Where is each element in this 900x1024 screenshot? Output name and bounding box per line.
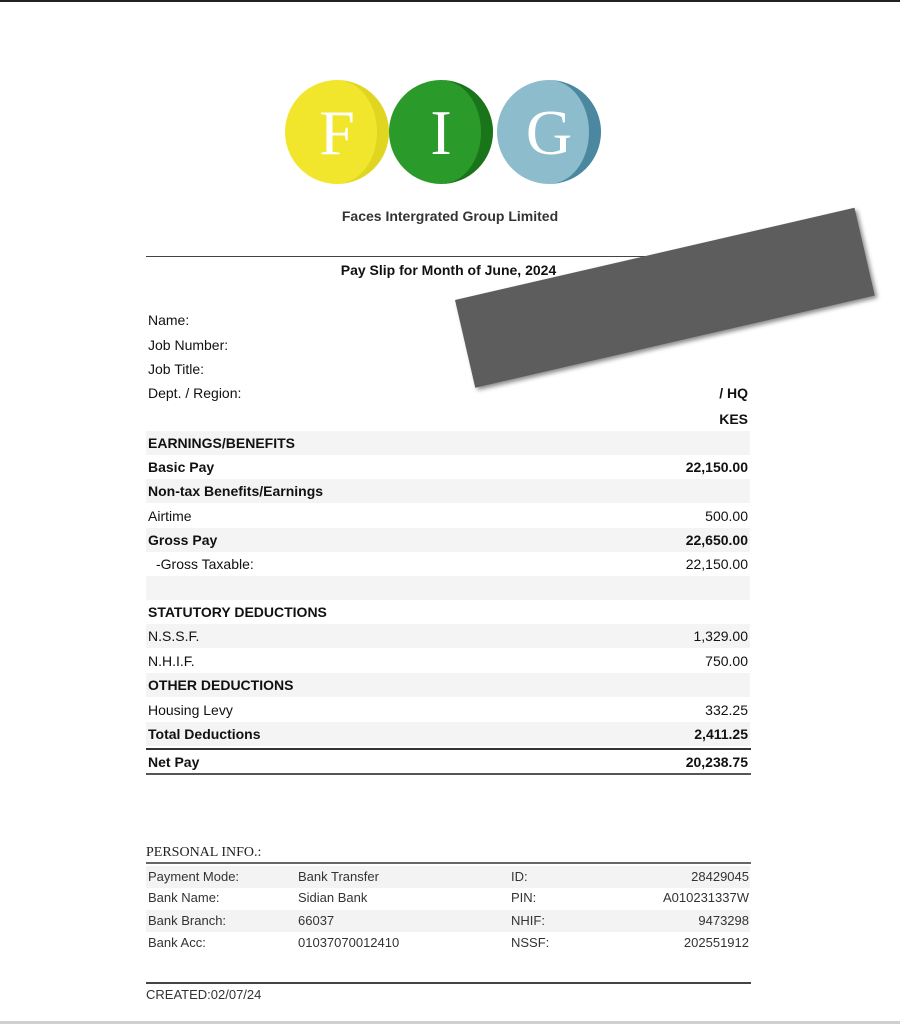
company-name: Faces Intergrated Group Limited [341,208,559,224]
redaction-bar [455,208,875,388]
nssf-id-value: 202551912 [683,935,749,950]
earnings-header: EARNINGS/BENEFITS [148,435,296,451]
personal-row [146,910,750,932]
net-pay-value: 20,238.75 [685,754,748,770]
basic-pay-value: 22,150.00 [685,459,748,475]
blank-row [146,576,750,600]
fig-logo [285,78,605,188]
gross-pay-label: Gross Pay [148,532,218,548]
bank-acc-label: Bank Acc: [148,935,206,950]
gross-pay-value: 22,650.00 [685,532,748,548]
payment-mode-label: Payment Mode: [148,869,240,884]
personal-info-title: PERSONAL INFO.: [146,845,262,860]
top-border [0,0,900,2]
housing-levy-label: Housing Levy [148,702,233,718]
payment-mode-value: Bank Transfer [298,869,379,884]
bank-name-label: Bank Name: [148,890,220,905]
pin-label: PIN: [511,890,537,905]
nhif-value: 750.00 [705,653,748,669]
personal-divider [146,862,751,864]
dept-value: / HQ [719,385,748,401]
housing-levy-value: 332.25 [705,702,748,718]
nontax-label: Non-tax Benefits/Earnings [148,483,324,499]
gross-taxable-label: -Gross Taxable: [156,556,254,572]
job-number-label: Job Number: [148,337,229,353]
nssf-value: 1,329.00 [693,628,748,644]
airtime-label: Airtime [148,508,192,524]
bank-acc-value: 01037070012410 [298,935,400,950]
pin-value: A010231337W [662,890,749,905]
nhif-label: N.H.I.F. [148,653,195,669]
net-divider-bottom [146,773,751,775]
nhif-id-value: 9473298 [698,913,749,928]
bank-name-value: Sidian Bank [298,890,368,905]
total-deductions-label: Total Deductions [148,726,261,742]
dept-label: Dept. / Region: [148,385,242,401]
id-label: ID: [511,869,528,884]
statutory-header: STATUTORY DEDUCTIONS [148,604,327,620]
logo-letter-g: G [525,97,573,168]
footer-divider [146,982,751,984]
total-deductions-value: 2,411.25 [694,726,748,742]
job-title-label: Job Title: [148,361,205,377]
nhif-id-label: NHIF: [511,913,545,928]
bank-branch-label: Bank Branch: [148,913,227,928]
nssf-id-label: NSSF: [511,935,550,950]
net-pay-label: Net Pay [148,754,200,770]
payslip-title: Pay Slip for Month of June, 2024 [340,262,557,278]
nssf-label: N.S.S.F. [148,628,200,644]
currency-label: KES [719,411,748,427]
logo-letter-i: I [430,97,452,168]
airtime-value: 500.00 [705,508,748,524]
created-date: CREATED:02/07/24 [146,987,262,1002]
id-value: 28429045 [691,869,749,884]
basic-pay-label: Basic Pay [148,459,215,475]
gross-taxable-value: 22,150.00 [685,556,748,572]
logo-letter-f: F [319,97,355,168]
bank-branch-value: 66037 [298,913,335,928]
name-label: Name: [148,312,190,328]
other-deductions-header: OTHER DEDUCTIONS [148,677,294,693]
